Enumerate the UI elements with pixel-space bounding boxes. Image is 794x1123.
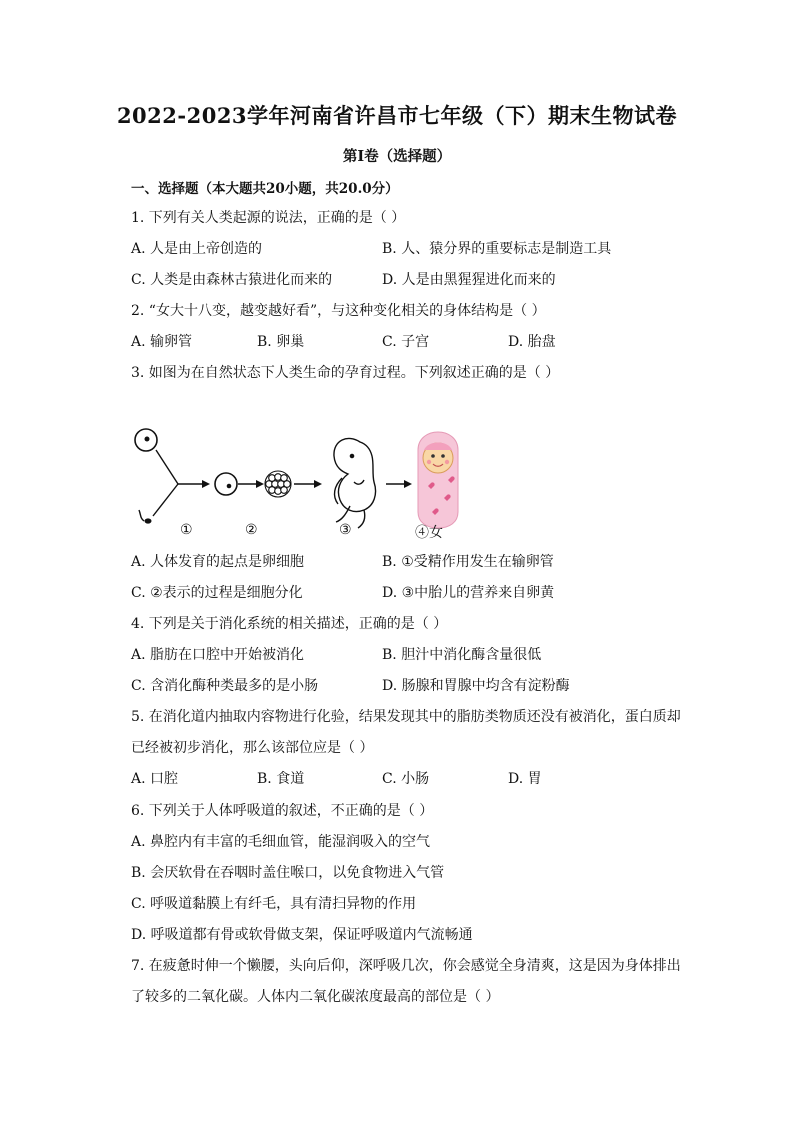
question-2-option-d: D. 胎盘	[508, 334, 556, 350]
sperm-icon	[139, 510, 152, 524]
question-2-option-b: B. 卵巢	[257, 334, 305, 350]
question-6-option-d: D. 呼吸道都有骨或软骨做支架，保证呼吸道内气流畅通	[131, 927, 473, 943]
question-6-option-b: B. 会厌软骨在吞咽时盖住喉口，以免食物进入气管	[131, 865, 445, 881]
question-3-option-b: B. ①受精作用发生在输卵管	[382, 554, 554, 570]
question-7-stem-line-2: 了较多的二氧化碳。人体内二氧化碳浓度最高的部位是（ ）	[131, 989, 500, 1005]
question-4-option-c: C. 含消化酶种类最多的是小肠	[131, 678, 319, 694]
question-5-option-c: C. 小肠	[382, 771, 430, 787]
question-6-option-a: A. 鼻腔内有丰富的毛细血管，能湿润吸入的空气	[131, 834, 431, 850]
figure-label-2: ②	[245, 522, 258, 538]
question-4-option-d: D. 肠腺和胃腺中均含有淀粉酶	[382, 678, 570, 694]
embryo-cell-cluster-icon	[265, 471, 291, 497]
question-6-stem: 6. 下列关于人体呼吸道的叙述，不正确的是（ ）	[131, 803, 434, 819]
section-heading: 一、选择题（本大题共20小题，共20.0分）	[131, 181, 399, 197]
question-3-option-a: A. 人体发育的起点是卵细胞	[131, 554, 305, 570]
figure-label-3: ③	[339, 522, 352, 538]
question-5-option-a: A. 口腔	[131, 771, 179, 787]
question-2-stem: 2. “女大十八变，越变越好看”，与这种变化相关的身体结构是（ ）	[131, 303, 546, 319]
figure-label-1: ①	[180, 522, 193, 538]
question-4-option-b: B. 胆汁中消化酶含量很低	[382, 647, 542, 663]
arrow-4-icon	[386, 480, 412, 488]
question-1-option-b: B. 人、猿分界的重要标志是制造工具	[382, 241, 612, 257]
question-2-option-a: A. 输卵管	[131, 334, 193, 350]
egg-cell-icon	[135, 429, 157, 451]
question-5-stem-line-2: 已经被初步消化，那么该部位应是（ ）	[131, 740, 374, 756]
fetus-icon	[334, 438, 376, 528]
question-5-stem-line-1: 5. 在消化道内抽取内容物进行化验，结果发现其中的脂肪类物质还没有被消化，蛋白质却	[131, 709, 681, 725]
question-4-stem: 4. 下列是关于消化系统的相关描述，正确的是（ ）	[131, 616, 448, 632]
figure-label-4: ④女	[415, 525, 443, 541]
page-title: 2022-2023学年河南省许昌市七年级（下）期末生物试卷	[116, 103, 678, 128]
question-1-option-d: D. 人是由黑猩猩进化而来的	[382, 272, 556, 288]
fertilization-lines	[153, 450, 210, 516]
question-1-option-a: A. 人是由上帝创造的	[131, 241, 263, 257]
question-5-option-b: B. 食道	[257, 771, 305, 787]
question-3-option-d: D. ③中胎儿的营养来自卵黄	[382, 585, 555, 601]
question-6-option-c: C. 呼吸道黏膜上有纤毛，具有清扫异物的作用	[131, 896, 417, 912]
question-4-option-a: A. 脂肪在口腔中开始被消化	[131, 647, 305, 663]
question-2-option-c: C. 子宫	[382, 334, 430, 350]
pregnancy-process-figure	[128, 420, 468, 545]
question-3-stem: 3. 如图为在自然状态下人类生命的孕育过程。下列叙述正确的是（ ）	[131, 365, 560, 381]
question-5-option-d: D. 胃	[508, 771, 542, 787]
question-1-option-c: C. 人类是由森林古猿进化而来的	[131, 272, 333, 288]
question-7-stem-line-1: 7. 在疲惫时伸一个懒腰，头向后仰，深呼吸几次，你会感觉全身清爽，这是因为身体排出	[131, 958, 681, 974]
zygote-icon	[215, 473, 237, 495]
part-subtitle: 第I卷（选择题）	[342, 148, 452, 165]
question-1-stem: 1. 下列有关人类起源的说法，正确的是（ ）	[131, 210, 406, 226]
arrow-2-icon	[238, 480, 264, 488]
newborn-baby-icon	[418, 432, 458, 528]
arrow-3-icon	[294, 480, 322, 488]
question-3-option-c: C. ②表示的过程是细胞分化	[131, 585, 303, 601]
